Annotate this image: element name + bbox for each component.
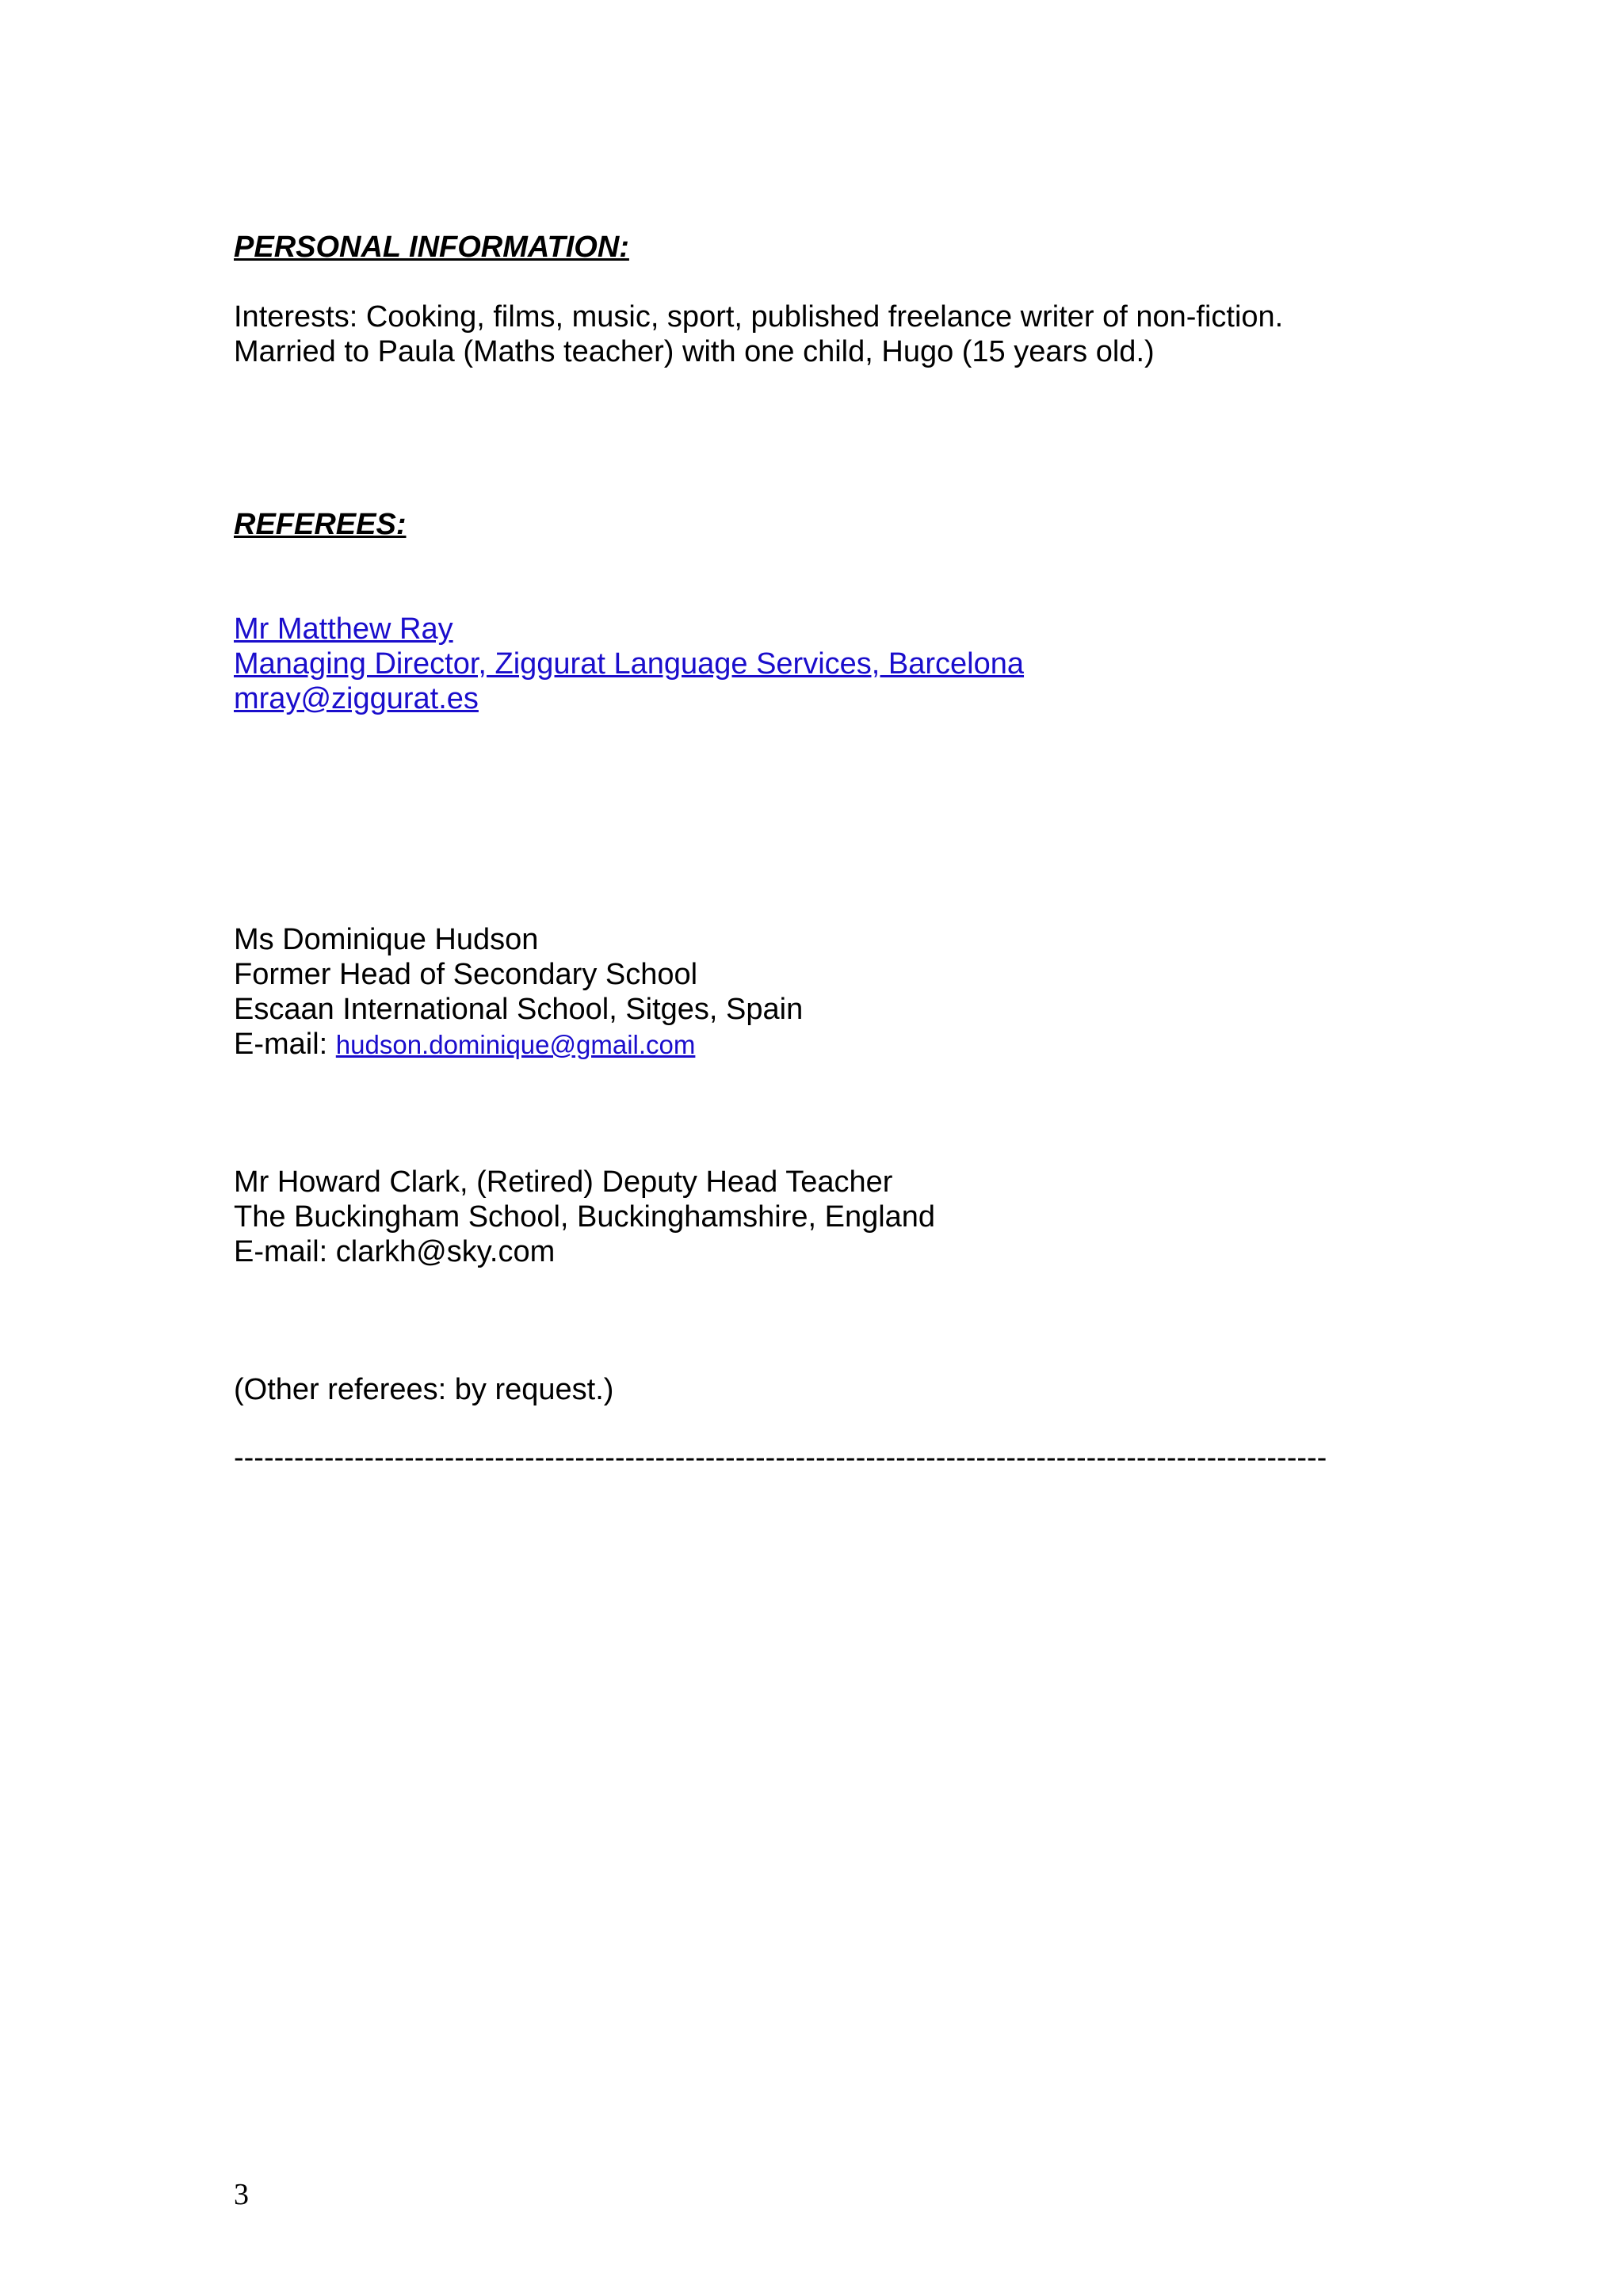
referee3-email: E-mail: clarkh@sky.com (234, 1235, 556, 1268)
referee1-name-link[interactable]: Mr Matthew Ray (234, 612, 453, 646)
referee2-name: Ms Dominique Hudson (234, 923, 539, 956)
referee3-school: The Buckingham School, Buckinghamshire, England (234, 1200, 936, 1234)
referee2-email-line (234, 1027, 695, 1062)
referee1-title-link[interactable]: Managing Director, Ziggurat Language Services, Barcelona (234, 647, 1025, 681)
referee2-title: Former Head of Secondary School (234, 958, 698, 991)
referees-heading: REFEREES: (234, 508, 407, 541)
interests-line: Interests: Cooking, films, music, sport, published freelance writer of non-fiction. (234, 300, 1284, 334)
referee2-school: Escaan International School, Sitges, Spain (234, 993, 804, 1026)
referee1-email-link[interactable]: mray@ziggurat.es (234, 682, 479, 715)
personal-information-heading: PERSONAL INFORMATION: (234, 231, 629, 264)
married-line: Married to Paula (Maths teacher) with one child, Hugo (15 years old.) (234, 335, 1155, 368)
other-referees-note: (Other referees: by request.) (234, 1373, 614, 1406)
separator-line: ------------------------------------------------------------------------------------------------------------- (234, 1441, 1327, 1474)
referee3-name: Mr Howard Clark, (Retired) Deputy Head Teacher (234, 1165, 893, 1199)
page-number: 3 (234, 2178, 249, 2211)
referee2-email-label: E-mail: (234, 1028, 328, 1061)
referee2-email-link[interactable]: hudson.dominique@gmail.com (335, 1030, 696, 1059)
